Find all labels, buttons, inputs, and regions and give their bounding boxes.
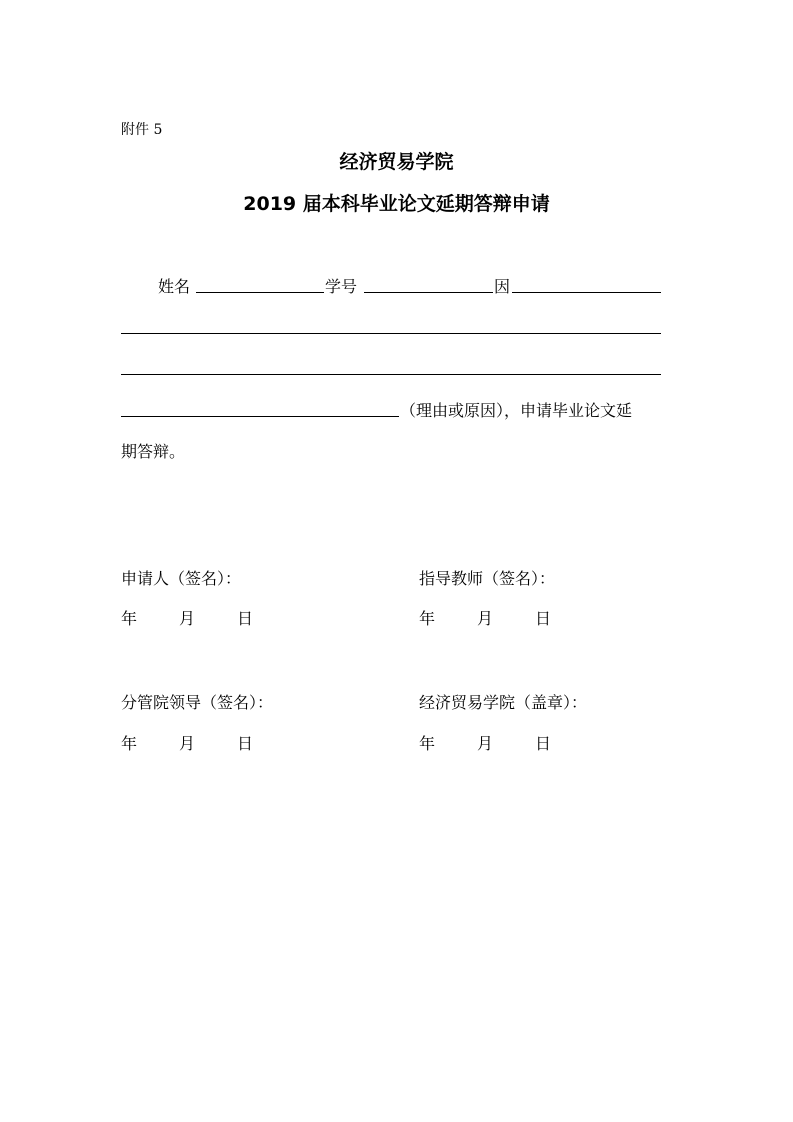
closing-text: 期答辩。 <box>121 442 186 461</box>
month-label: 月 <box>477 609 494 628</box>
name-label: 姓名 <box>158 277 191 296</box>
year-label: 年 <box>419 609 436 628</box>
document-title: 2019 届本科毕业论文延期答辩申请 <box>243 193 550 215</box>
month-label: 月 <box>179 734 196 753</box>
reason-blank-3[interactable] <box>121 374 661 375</box>
college-seal-label: 经济贸易学院（盖章）： <box>419 693 588 712</box>
college-title: 经济贸易学院 <box>339 151 454 173</box>
reason-blank-2[interactable] <box>121 333 661 334</box>
dean-date <box>121 731 253 754</box>
year-label: 年 <box>121 609 138 628</box>
reason-blank-1[interactable] <box>512 292 661 293</box>
day-label: 日 <box>237 734 254 753</box>
day-label: 日 <box>237 609 254 628</box>
student-id-label: 学号 <box>325 277 358 296</box>
college-date <box>419 731 551 754</box>
month-label: 月 <box>477 734 494 753</box>
day-label: 日 <box>535 734 552 753</box>
month-label: 月 <box>179 609 196 628</box>
dean-signature-label: 分管院领导（签名）： <box>121 693 274 712</box>
year-label: 年 <box>419 734 436 753</box>
reason-blank-4[interactable] <box>121 416 399 417</box>
advisor-date <box>419 606 551 629</box>
attachment-label: 附件 5 <box>121 122 163 138</box>
applicant-signature-label: 申请人（签名）： <box>121 569 242 588</box>
year-label: 年 <box>121 734 138 753</box>
student-id-blank[interactable] <box>364 292 493 293</box>
day-label: 日 <box>535 609 552 628</box>
advisor-signature-label: 指导教师（签名）： <box>419 569 556 588</box>
reason-prefix: 因 <box>494 277 511 296</box>
applicant-date <box>121 606 253 629</box>
reason-suffix: （理由或原因），申请毕业论文延 <box>400 401 633 420</box>
name-blank[interactable] <box>196 292 324 293</box>
